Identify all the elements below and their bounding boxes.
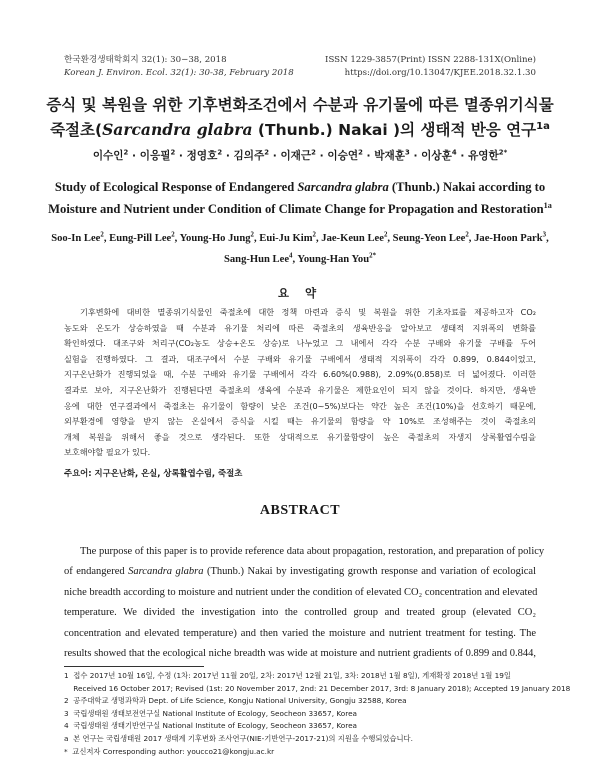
footnote: 1 접수 2017년 10월 16일, 수정 (1차: 2017년 11월 20일, 2차: 2017년 12월 21일, 3차: 2018년 1월 8일), 게재확정 2018년 1월 19일 xyxy=(64,671,511,680)
footnote: 3 국립생태원 생태보전연구실 National Institute of Ecology, Seocheon 33657, Korea xyxy=(64,708,358,718)
text-line: 결과로 보아, 지구온난화가 진행된다면 죽절초의 생육에 수분과 유기물은 제한요인이 되지 않을 것이다. 하지만, 생육반 xyxy=(64,384,536,395)
text-line: 지구온난화가 진행되었을 때, 수분 구배와 유기물 구배에서 각각 6.60%(0.988), 2.09%(0.858)로 더 넓어졌다. 이러한 xyxy=(64,369,536,380)
author: 이상훈$^4$ xyxy=(421,148,457,162)
footnote: a 본 연구는 국립생태원 2017 생태계 기후변화 조사연구(NIE-기반연구-2017-21)의 지원을 수행되었습니다. xyxy=(64,733,413,743)
footnotes xyxy=(64,670,571,758)
author: Jae-Hoon Park$^3$ xyxy=(474,231,547,244)
journal-citation-en: Korean J. Environ. Ecol. 32(1): 30-38, February 2018 xyxy=(64,68,294,78)
text-line: 실험을 진행하였다. 그 결과, 대조구에서 수분 구배와 유기물 구배에서 생태적 지위폭이 각각 0.899, 0.844이었고, xyxy=(64,353,536,364)
abstract-ko-body xyxy=(64,305,536,461)
footnote: 4 국립생태원 생태기반연구실 National Institute of Ecology, Seocheon 33657, Korea xyxy=(64,721,358,731)
author: 이수인$^2$ xyxy=(92,148,129,162)
author: Eui-Ju Kim$^2$ xyxy=(259,231,316,244)
abstract-en-heading: ABSTRACT xyxy=(259,503,341,518)
author: Young-Han You$^{2*}$ xyxy=(297,252,376,265)
keywords: 주요어: 지구온난화, 온실, 상록활엽수림, 죽절초 xyxy=(64,468,243,478)
text-line: 보호해야할 필요가 있다. xyxy=(64,447,151,458)
issn: ISSN 1229-3857(Print) ISSN 2288-131X(Online) xyxy=(325,55,536,65)
abstract-en-body xyxy=(64,542,545,664)
text-line: 기후변화에 대비한 멸종위기식물인 죽절초에 대한 정책 마련과 증식 및 복원을 위한 기초자료를 제공하고자 CO₂ xyxy=(80,307,536,317)
title-ko-line2: 죽절초(Sarcandra glabra (Thunb.) Nakai )의 생태적 반응 연구$^{1a}$ xyxy=(50,120,550,139)
title-ko-line1: 증식 및 복원을 위한 기후변화조건에서 수분과 유기물에 따른 멸종위기식물 xyxy=(46,96,554,114)
title-en-line2: Moisture and Nutrient under Condition of Climate Change for Propagation and Restoration$^{1a}$ xyxy=(48,200,552,216)
text-line: The purpose of this paper is to provide reference data about propagation, restoration, and preparation of policy xyxy=(80,546,545,557)
footnote: 2 공주대학교 생명과학과 Dept. of Life Science, Kongju National University, Gongju 32588, Korea xyxy=(64,696,407,706)
author: Young-Ho Jung$^2$ xyxy=(179,231,254,244)
author: Seung-Yeon Lee$^2$ xyxy=(392,231,469,244)
authors-en-line1: Soo-In Lee$^2$, Eung-Pill Lee$^2$, Young-Ho Jung$^2$, Eui-Ju Kim$^2$, Jae-Keun Lee$^2$, Seung-Yeon Lee$^2$, Jae-Hoon Park$^3$, xyxy=(51,231,549,244)
author: Jae-Keun Lee$^2$ xyxy=(321,231,388,244)
author: Sang-Hun Lee$^4$ xyxy=(223,252,293,265)
text-line: 확인하였다. 대조구와 처리구(CO₂농도 상승+온도 상승)로 나누었고 그 내에서 각각 수분 구배와 유기물 구배를 두어 xyxy=(64,338,536,349)
author: 이응필$^2$ xyxy=(139,148,176,162)
text-line: niche breadth according to moisture and nutrient under the condition of elevated CO₂ concentration and elevated xyxy=(64,586,538,598)
author: 정영호$^2$ xyxy=(186,148,223,162)
author: 박재훈$^3$ xyxy=(374,148,410,162)
abstract-ko-heading: 요 약 xyxy=(277,286,323,300)
journal-citation-ko: 한국환경생태학회지 32(1): 30−38, 2018 xyxy=(64,55,227,65)
authors-ko: 이수인$^2$ · 이응필$^2$ · 정영호$^2$ · 김의주$^2$ · 이재근$^2$ · 이승연$^2$ · 박재훈$^3$ · 이상훈$^4$ · 유영한$^{2*}$ xyxy=(92,148,508,162)
text-line: of endangered Sarcandra glabra (Thunb.) Nakai by investigating growth response and variation of ecological xyxy=(64,566,537,578)
authors-en-line2: Sang-Hun Lee$^4$, Young-Han You$^{2*}$ xyxy=(223,252,376,265)
text-line: 개체 복원을 위해서 좋을 것으로 생각된다. 또한 상대적으로 유기물함량이 높은 죽절초의 자생지 상록활엽수림을 xyxy=(64,431,536,442)
author: Eung-Pill Lee$^2$ xyxy=(109,231,175,244)
footnote: * 교신저자 Corresponding author: youcco21@kongju.ac.kr xyxy=(64,746,275,756)
text-line: concentration and elevated temperature) and then varied the moisture and nutrient treatment for testing. The xyxy=(64,627,536,639)
species-name-en: Sarcandra glabra xyxy=(297,180,389,194)
text-line: temperature. We divided the investigation into the controlled group and treated group (elevated CO₂ xyxy=(64,607,536,619)
text-line: 응에 대한 연구결과에서 죽절초는 유기물이 함량이 낮은 조건(0~5%)보다는 약간 높은 조건(10%)을 선호하기 때문에, xyxy=(64,400,536,411)
species-name: Sarcandra glabra xyxy=(102,120,253,139)
doi-link[interactable]: https://doi.org/10.13047/KJEE.2018.32.1.30 xyxy=(344,68,536,78)
title-en-line1: Study of Ecological Response of Endangered Sarcandra glabra (Thunb.) Nakai according to xyxy=(54,180,546,194)
author: 이승연$^2$ xyxy=(327,148,363,162)
text-line: 외부환경에 영향을 받지 않는 온실에서 증식을 시킬 때는 유기물의 함량을 약 10%로 조성해주는 것이 죽절초의 xyxy=(64,416,536,427)
footnote: Received 16 October 2017; Revised (1st: 20 November 2017, 2nd: 21 December 2017, 3rd: 8 January 2018); Accepted 19 January 2018 xyxy=(64,683,571,693)
text-line: 농도와 온도가 상승하였을 때 수분과 유기물 처리에 따른 죽절초의 생육반응을 알아보고 생태적 지위폭의 변화를 xyxy=(64,322,536,333)
species-name: Sarcandra glabra xyxy=(128,566,204,578)
author: 이재근$^2$ xyxy=(280,148,316,162)
author: 김의주$^2$ xyxy=(233,148,270,162)
author: 유영한$^{2*}$ xyxy=(468,148,508,162)
text-line: results showed that the ecological niche breadth was wide at moisture and nutrient gradients of 0.899 and 0.844, xyxy=(64,648,536,660)
footnote-divider xyxy=(64,666,204,667)
author: Soo-In Lee$^2$ xyxy=(51,231,104,244)
